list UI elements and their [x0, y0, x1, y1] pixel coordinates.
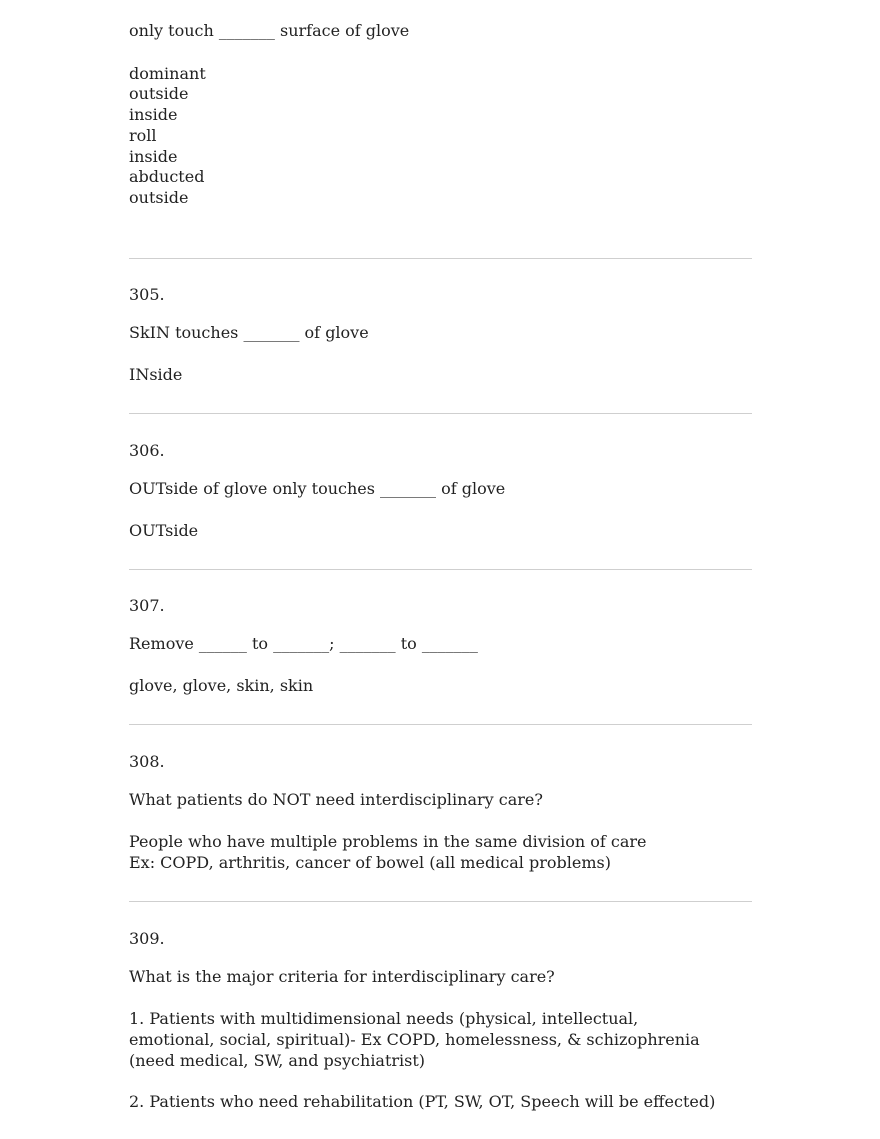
card-307: [129, 596, 478, 697]
card-answer-line: 2. Patients who need rehabilitation (PT, SW, OT, Speech will be effected): [129, 1092, 716, 1112]
card-question: What is the major criteria for interdisciplinary care?: [129, 966, 555, 986]
card-number: 307.: [129, 596, 165, 615]
card-answer-line: [129, 1072, 715, 1093]
card-305: [129, 285, 369, 386]
card-answer-line: abducted: [129, 167, 205, 187]
card-answer-line: OUTside: [129, 521, 199, 541]
card-answer-line: outside: [129, 84, 189, 104]
card-306: [129, 441, 505, 542]
card-divider: [129, 724, 752, 725]
card-divider: [129, 569, 752, 570]
card-number: 305.: [129, 285, 165, 304]
card-divider: [129, 258, 752, 259]
card-answer-line: inside: [129, 146, 178, 166]
card-308: [129, 752, 647, 874]
card-answer-line: emotional, social, spiritual)- Ex COPD, homelessness, & schizophrenia: [129, 1030, 700, 1050]
partial-card: [129, 21, 409, 209]
card-question: Remove ______ to _______; _______ to _______: [129, 633, 478, 653]
card-309: [129, 929, 715, 1113]
card-answer-line: dominant: [129, 63, 206, 83]
card-answer-line: inside: [129, 105, 178, 125]
card-answer-line: outside: [129, 187, 189, 207]
card-number: 308.: [129, 752, 165, 771]
card-divider: [129, 901, 752, 902]
card-question: only touch _______ surface of glove: [129, 21, 410, 40]
card-answer-line: glove, glove, skin, skin: [129, 676, 314, 696]
card-number: 309.: [129, 929, 165, 948]
card-answer-line: INside: [129, 365, 183, 385]
card-question: SkIN touches _______ of glove: [129, 322, 369, 342]
card-answer-line: (need medical, SW, and psychiatrist): [129, 1050, 426, 1070]
card-question: OUTside of glove only touches _______ of glove: [129, 478, 506, 498]
card-divider: [129, 413, 752, 414]
card-answer-line: 1. Patients with multidimensional needs (physical, intellectual,: [129, 1009, 639, 1029]
card-number: 306.: [129, 441, 165, 460]
card-answer-line: roll: [129, 125, 157, 145]
card-answer-line: People who have multiple problems in the same division of care: [129, 832, 647, 852]
card-answer-line: Ex: COPD, arthritis, cancer of bowel (all medical problems): [129, 853, 611, 873]
card-question: What patients do NOT need interdisciplinary care?: [129, 789, 543, 809]
